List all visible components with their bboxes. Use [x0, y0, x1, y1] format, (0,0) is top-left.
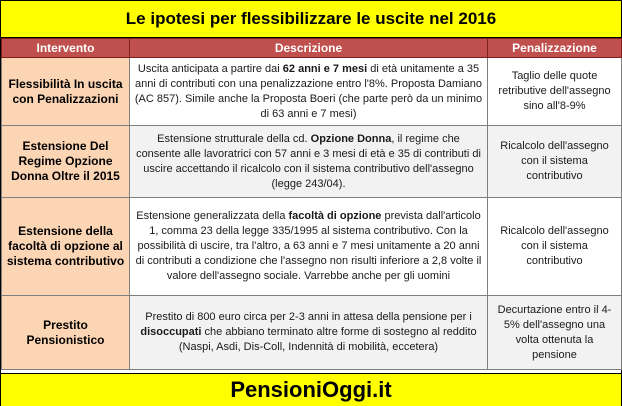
description-text: Uscita anticipata a partire dai — [137, 62, 283, 75]
description-bold-text: 62 anni e 7 mesi — [282, 62, 368, 75]
table-row — [2, 58, 622, 126]
description-text: Estensione generalizzata della — [136, 210, 289, 222]
proposals-table — [1, 38, 622, 370]
row-intervento: Prestito Pensionistico — [2, 296, 130, 370]
table-row — [2, 198, 622, 296]
row-descrizione — [130, 58, 488, 126]
column-header-descrizione: Descrizione — [130, 39, 488, 58]
description-text: Estensione strutturale della cd. — [157, 132, 311, 145]
description-text: Prestito di 800 euro circa per 2-3 anni in attesa della pensione per i — [145, 311, 472, 323]
row-penalizzazione: Taglio delle quote retributive dell'assegno sino all'8-9% — [488, 58, 622, 126]
row-descrizione — [130, 296, 488, 370]
description-text: che abbiano terminato altre forme di sostegno al reddito (Naspi, Asdi, Dis-Coll, Indennità di mobilità, eccetera) — [178, 326, 477, 353]
page-title: Le ipotesi per flessibilizzare le uscite nel 2016 — [1, 1, 621, 38]
site-brand-footer: PensioniOggi.it — [1, 373, 621, 406]
row-penalizzazione: Decurtazione entro il 4-5% dell'assegno una volta ottenuta la pensione — [488, 296, 622, 370]
description-bold-text: facoltà di opzione — [288, 210, 382, 222]
table-row — [2, 296, 622, 370]
column-header-penalizzazione: Penalizzazione — [488, 39, 622, 58]
row-penalizzazione: Ricalcolo dell'assegno con il sistema contributivo — [488, 126, 622, 198]
table-row — [2, 126, 622, 198]
row-descrizione — [130, 126, 488, 198]
row-intervento: Estensione della facoltà di opzione al sistema contributivo — [2, 198, 130, 296]
description-bold-text: Opzione Donna — [310, 132, 392, 145]
row-descrizione — [130, 198, 488, 296]
column-header-intervento: Intervento — [2, 39, 130, 58]
description-text: di età unitamente a 35 anni di contributi con una penalizzazione entro l'8%. Proposta Damiano (AC 857). Simile anche la Proposta Boeri (che parte però da un minimo di 63 anni e 7 mesi) — [134, 62, 483, 120]
description-text: , il regime che consente alle lavoratrici con 57 anni e 3 mesi di età e 35 di contributi di uscire accettando il ricalcolo con il sistema contributivo dell'assegno (legge 243/04). — [136, 132, 481, 190]
row-penalizzazione: Ricalcolo dell'assegno con il sistema contributivo — [488, 198, 622, 296]
table-header-row — [2, 39, 622, 58]
description-bold-text: disoccupati — [140, 326, 202, 338]
row-intervento: Estensione Del Regime Opzione Donna Oltre il 2015 — [2, 126, 130, 198]
description-text: prevista dall'articolo 1, comma 23 della legge 335/1995 al sistema contributivo. Con la possibilità di uscire, tra l'altro, a 63 anni e 7 mesi unitamente a 20 anni di contributi a condizione che l'assegno non risulti inferiore a 2,8 volte il valore dell'assegno sociale. Varrebbe anche per gli uomini — [135, 210, 482, 282]
row-intervento: Flessibilità In uscita con Penalizzazioni — [2, 58, 130, 126]
